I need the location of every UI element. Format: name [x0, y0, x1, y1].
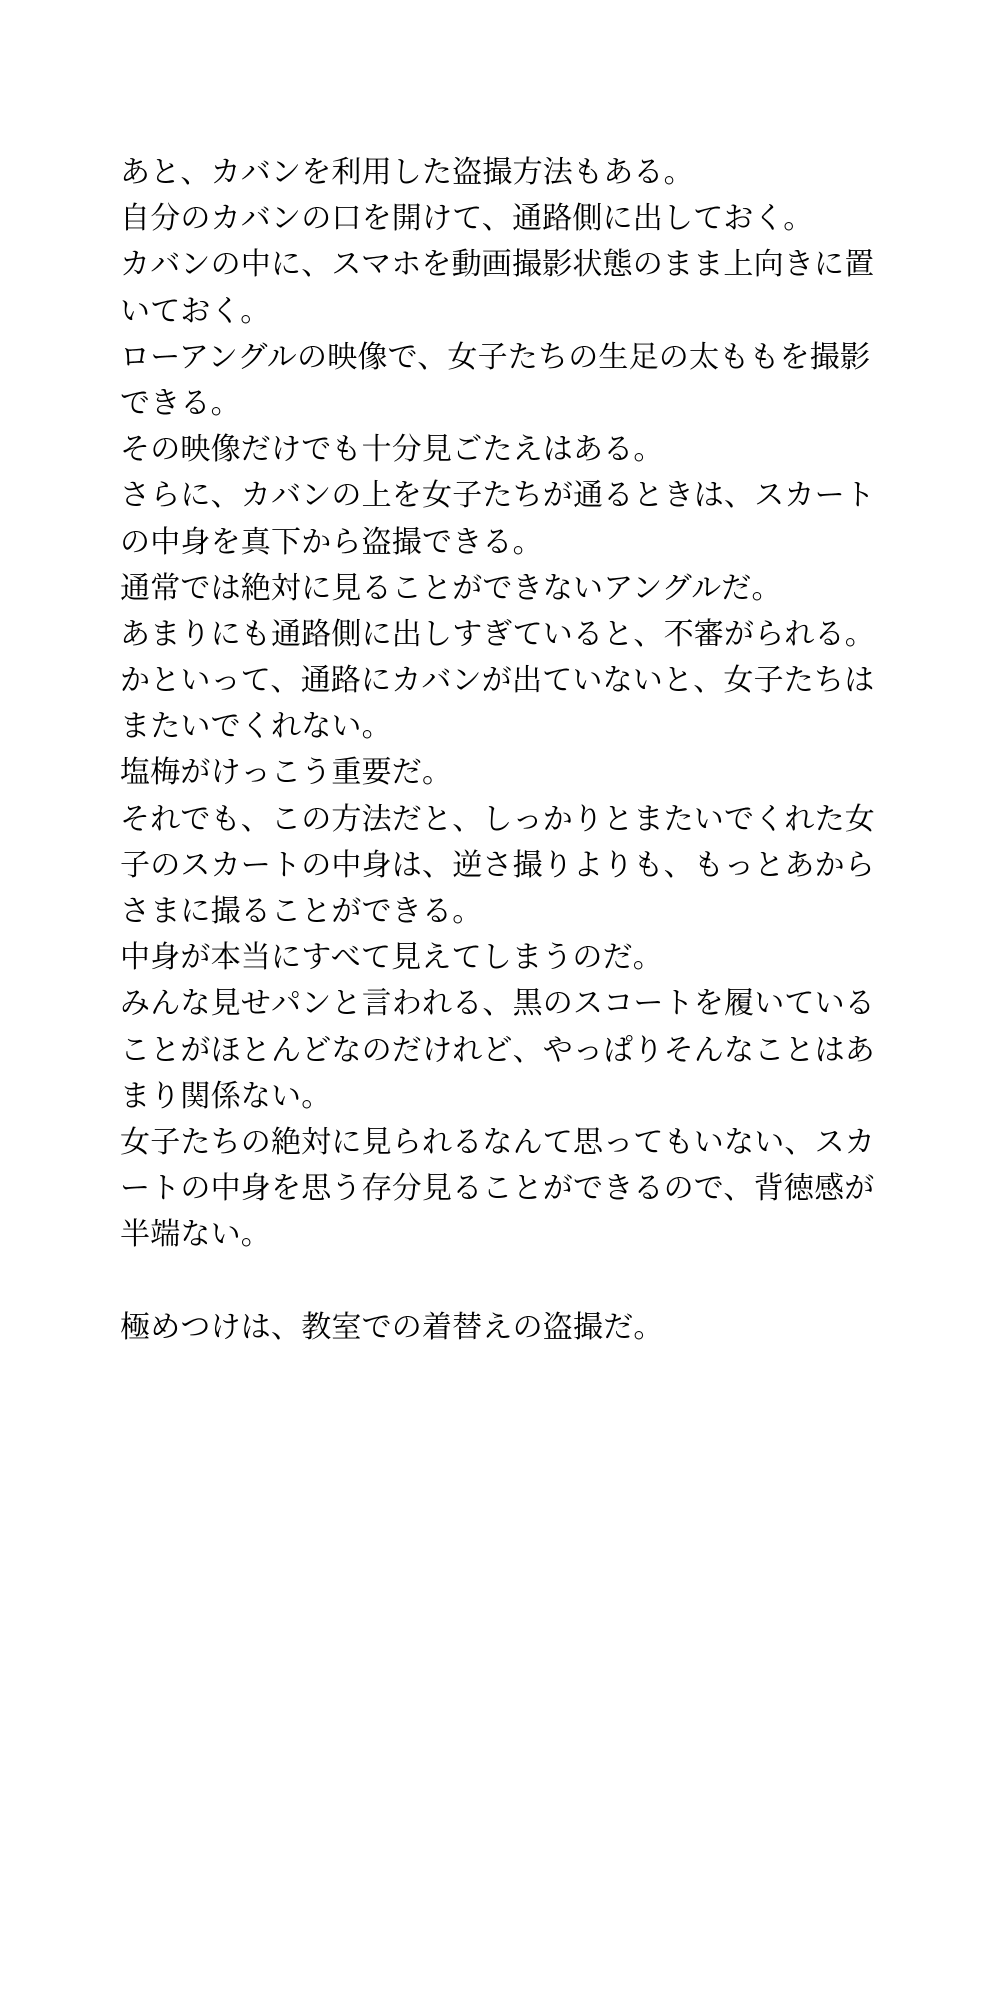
paragraph: さらに、カバンの上を女子たちが通るときは、スカートの中身を真下から盗撮できる。: [120, 479, 875, 559]
paragraph: その映像だけでも十分見ごたえはある。: [120, 433, 664, 467]
paragraph: カバンの中に、スマホを動画撮影状態のまま上向きに置いておく。: [120, 248, 875, 328]
paragraph: ローアングルの映像で、女子たちの生足の太ももを撮影できる。: [120, 340, 871, 420]
paragraph: 女子たちの絶対に見られるなんて思ってもいない、スカートの中身を思う存分見ることができるので、背徳感が半端ない。: [120, 1125, 875, 1252]
paragraph: 塩梅がけっこう重要だ。: [120, 756, 453, 790]
paragraph: あと、カバンを利用した盗撮方法もある。: [120, 156, 694, 189]
paragraph: それでも、この方法だと、しっかりとまたいでくれた女子のスカートの中身は、逆さ撮りよりも、もっとあからさまに撮ることができる。: [120, 802, 875, 928]
paragraph: 自分のカバンの口を開けて、通路側に出しておく。: [120, 202, 814, 236]
paragraph: 通常では絶対に見ることができないアングルだ。: [120, 571, 782, 605]
document-body: [120, 150, 895, 1351]
paragraph: かといって、通路にカバンが出ていないと、女子たちはまたいでくれない。: [120, 664, 875, 744]
paragraph: あまりにも通路側に出しすぎていると、不審がられる。: [120, 617, 875, 651]
paragraph-spacer: [120, 1259, 895, 1305]
paragraph: 中身が本当にすべて見えてしまうのだ。: [120, 941, 663, 975]
paragraph: 極めつけは、教室での着替えの盗撮だ。: [120, 1310, 664, 1344]
paragraph: みんな見せパンと言われる、黒のスコートを履いていることがほとんどなのだけれど、やっぱりそんなことはあまり関係ない。: [120, 987, 875, 1113]
